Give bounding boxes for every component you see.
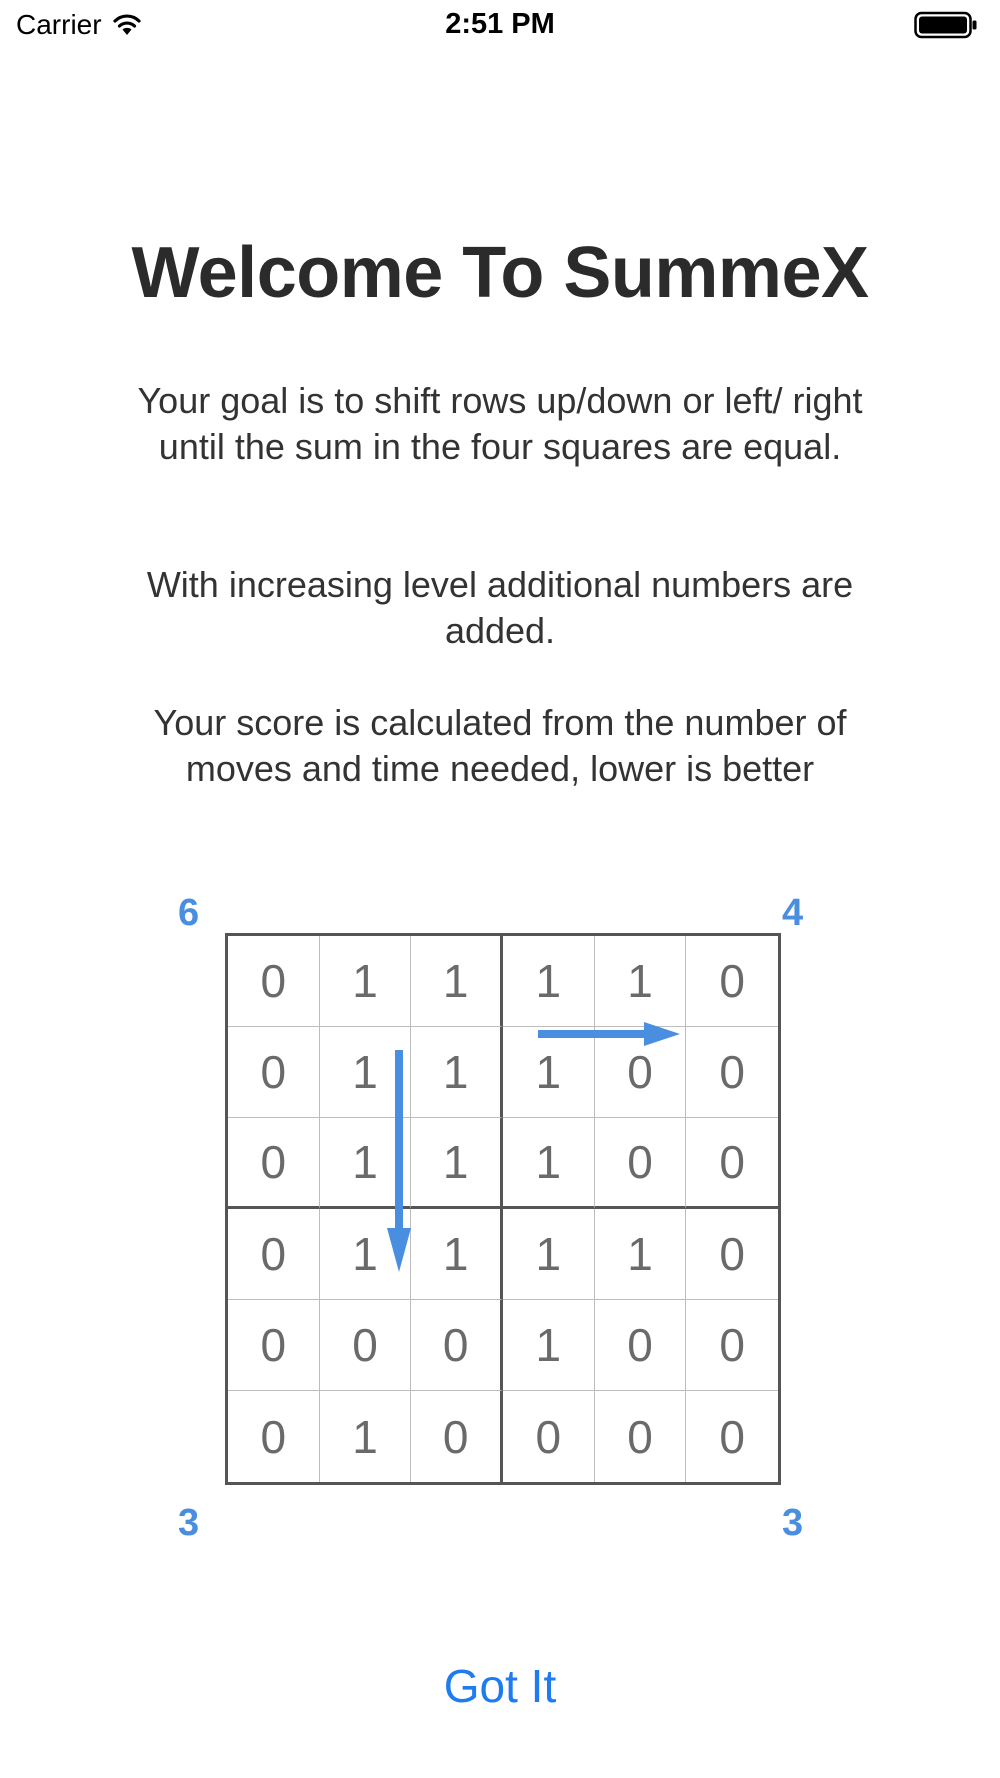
instructions-levels: With increasing level additional numbers are added.: [146, 564, 854, 651]
grid-cell[interactable]: 1: [411, 1209, 503, 1300]
grid-cell[interactable]: 0: [228, 1391, 320, 1482]
instructions-goal: Your goal is to shift rows up/down or left/ right until the sum in the four squares are equal.: [137, 380, 863, 467]
corner-sum-top-left: 6: [178, 892, 200, 934]
grid-cell[interactable]: 1: [320, 1209, 412, 1300]
demo-board: [150, 880, 850, 1560]
grid-cell[interactable]: 0: [320, 1300, 412, 1391]
grid-cell[interactable]: 0: [503, 1391, 595, 1482]
grid-cell[interactable]: 0: [595, 1391, 687, 1482]
grid-cell[interactable]: 0: [686, 1118, 778, 1209]
grid-cell[interactable]: 0: [411, 1300, 503, 1391]
grid-cell[interactable]: 0: [228, 1118, 320, 1209]
number-grid: [225, 933, 781, 1485]
instructions-score: Your score is calculated from the number of moves and time needed, lower is better: [153, 702, 847, 789]
carrier-label: Carrier: [16, 9, 102, 40]
grid-cell[interactable]: 0: [228, 1027, 320, 1118]
grid-cell[interactable]: 1: [503, 1209, 595, 1300]
grid-cell[interactable]: 1: [411, 1027, 503, 1118]
corner-sum-bottom-right: 3: [782, 1502, 804, 1544]
grid-cell[interactable]: 1: [320, 1027, 412, 1118]
got-it-button[interactable]: Got It: [0, 1658, 1000, 1714]
grid-cell[interactable]: 1: [411, 1118, 503, 1209]
grid-cell[interactable]: 1: [503, 1300, 595, 1391]
corner-sum-top-right: 4: [782, 892, 804, 934]
grid-cell[interactable]: 1: [320, 1118, 412, 1209]
grid-cell[interactable]: 0: [228, 936, 320, 1027]
corner-sum-bottom-left: 3: [178, 1502, 200, 1544]
grid-cell[interactable]: 1: [320, 936, 412, 1027]
grid-cell[interactable]: 0: [686, 1300, 778, 1391]
grid-cell[interactable]: 0: [595, 1027, 687, 1118]
grid-cell[interactable]: 0: [719, 1410, 745, 1463]
grid-cell[interactable]: 1: [503, 1027, 595, 1118]
grid-cell[interactable]: 0: [686, 936, 778, 1027]
grid-cell[interactable]: 0: [411, 1391, 503, 1482]
battery-icon: [914, 11, 978, 39]
grid-cell[interactable]: 0: [686, 1027, 778, 1118]
grid-cell[interactable]: 1: [595, 1209, 687, 1300]
grid-cell[interactable]: 0: [228, 1209, 320, 1300]
grid-cell[interactable]: 1: [595, 936, 687, 1027]
grid-cell[interactable]: 1: [503, 936, 595, 1027]
grid-cell[interactable]: 1: [320, 1391, 412, 1482]
status-bar: [0, 0, 1000, 50]
grid-cell[interactable]: 0: [595, 1118, 687, 1209]
grid-cell[interactable]: 1: [503, 1118, 595, 1209]
grid-cell[interactable]: 0: [228, 1300, 320, 1391]
status-time: 2:51 PM: [445, 8, 555, 40]
grid-cell[interactable]: 0: [686, 1209, 778, 1300]
grid-cell[interactable]: 0: [595, 1300, 687, 1391]
page-title: Welcome To SummeX: [131, 233, 869, 313]
grid-cell[interactable]: 1: [411, 936, 503, 1027]
